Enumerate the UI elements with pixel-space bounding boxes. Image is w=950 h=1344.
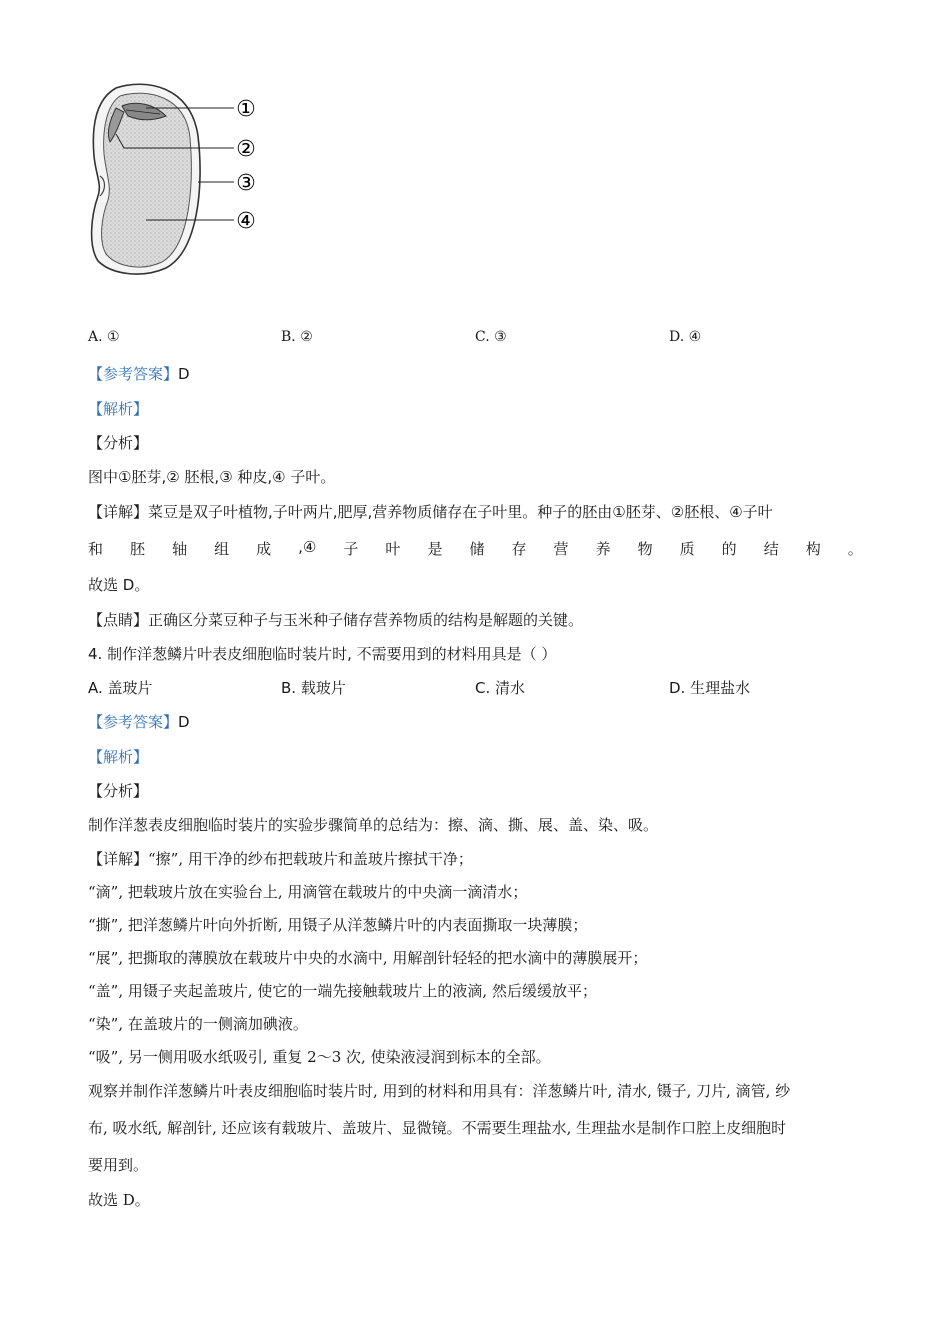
char: 质 [679,540,695,558]
q4-detail-line: “染”, 在盖玻片的一侧滴加碘液。 [88,1015,308,1033]
char: 养 [595,540,611,558]
q3-analysis-tag: 【解析】 [88,400,149,418]
q3-fenxi-heading: 【分析】 [88,434,149,452]
q4-detail-line: 观察并制作洋葱鳞片叶表皮细胞临时装片时, 用到的材料和用具有：洋葱鳞片叶, 清水, 镊子, 刀片, 滴管, 纱 [88,1082,791,1100]
q3-conclusion: 故选 D。 [88,576,150,594]
q3-detail-line-1: 【详解】菜豆是双子叶植物,子叶两片,肥厚,营养物质储存在子叶里。种子的胚由①胚芽、②胚根、④子叶 [88,503,773,521]
q4-detail-line: “盖”, 用镊子夹起盖玻片, 使它的一端先接触载玻片上的液滴, 然后缓缓放平； [88,982,597,1000]
q4-detail-line: 布, 吸水纸, 解剖针, 还应该有载玻片、盖玻片、显微镜。不需要生理盐水, 生理盐水是制作口腔上皮细胞时 [88,1119,787,1137]
label-3: ③ [236,171,256,196]
q4-answer-tag: 【参考答案】 [88,713,179,731]
char: 胚 [130,540,146,558]
char: 。 [847,540,863,558]
char: ,④ [298,538,317,556]
char: 储 [469,540,485,558]
char: 构 [805,540,821,558]
char: 组 [214,540,230,558]
char: 物 [637,540,653,558]
q4-detail-line: 要用到。 [88,1156,149,1174]
char: 的 [721,540,737,558]
label-1: ① [236,97,256,122]
q4-answer-line [88,711,190,732]
q4-option-c: C. 清水 [475,679,526,697]
char: 营 [553,540,569,558]
q4-detail-line: 【详解】“擦”, 用干净的纱布把载玻片和盖玻片擦拭干净； [88,850,473,868]
label-4: ④ [236,209,256,234]
q3-answer-line [88,363,190,384]
q4-answer: D [178,713,190,731]
q3-answer: D [178,365,190,383]
q3-answer-tag: 【参考答案】 [88,365,179,383]
char: 结 [763,540,779,558]
q3-option-a: A. ① [88,329,120,345]
bean-seed-diagram [86,76,271,281]
q4-conclusion: 故选 D。 [88,1191,150,1209]
q4-detail-line: “滴”, 把载玻片放在实验台上, 用滴管在载玻片的中央滴一滴清水； [88,883,528,901]
q3-option-b: B. ② [281,329,313,345]
q4-option-b: B. 载玻片 [281,679,346,697]
label-2: ② [236,137,256,162]
q3-tip: 【点睛】正确区分菜豆种子与玉米种子储存营养物质的结构是解题的关键。 [88,611,584,629]
char: 存 [511,540,527,558]
q3-option-c: C. ③ [475,329,507,345]
q4-fenxi-text: 制作洋葱表皮细胞临时装片的实验步骤简单的总结为：擦、滴、撕、展、盖、染、吸。 [88,816,659,834]
char: 成 [256,540,272,558]
q4-option-d: D. 生理盐水 [669,679,751,697]
q4-question: 4. 制作洋葱鳞片叶表皮细胞临时装片时, 不需要用到的材料用具是（ ） [88,645,557,663]
char: 叶 [385,540,401,558]
q3-option-d: D. ④ [669,329,702,345]
q3-fenxi-text: 图中①胚芽,② 胚根,③ 种皮,④ 子叶。 [88,468,336,486]
q4-detail-line: “撕”, 把洋葱鳞片叶向外折断, 用镊子从洋葱鳞片叶的内表面撕取一块薄膜； [88,916,588,934]
q4-fenxi-heading: 【分析】 [88,782,149,800]
q4-detail-line: “吸”, 另一侧用吸水纸吸引, 重复 2～3 次, 使染液浸润到标本的全部。 [88,1048,551,1066]
q3-detail-line-2 [88,538,863,559]
q4-detail-line: “展”, 把撕取的薄膜放在载玻片中央的水滴中, 用解剖针轻轻的把水滴中的薄膜展开； [88,949,648,967]
q4-option-a: A. 盖玻片 [88,679,153,697]
char: 轴 [172,540,188,558]
q4-analysis-tag: 【解析】 [88,748,149,766]
char: 子 [343,540,359,558]
char: 是 [427,540,443,558]
char: 和 [88,540,104,558]
